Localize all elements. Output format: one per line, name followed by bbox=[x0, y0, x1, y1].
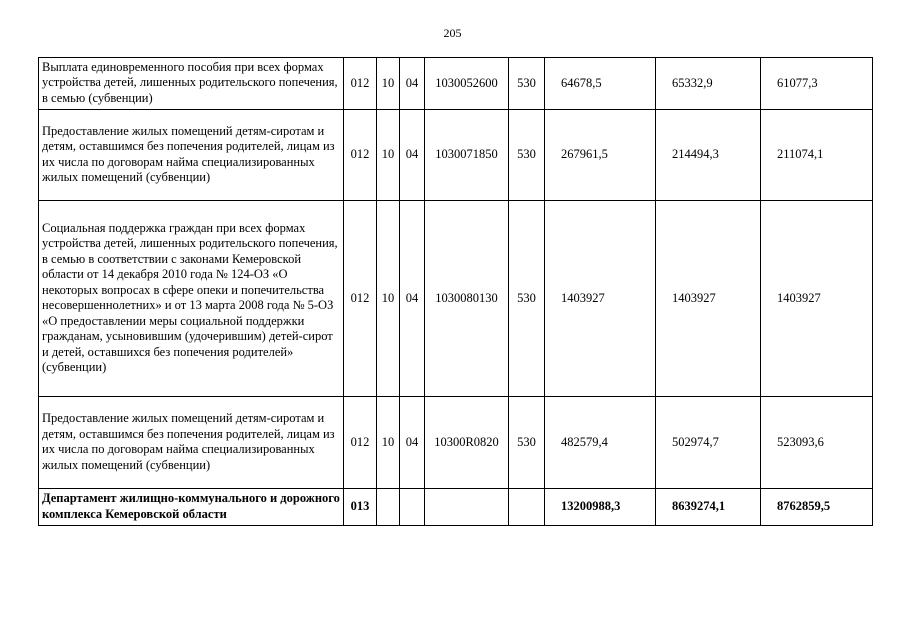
year1-amount-cell: 64678,5 bbox=[545, 58, 656, 110]
admin-code-cell: 012 bbox=[344, 110, 377, 201]
year2-amount-cell: 502974,7 bbox=[656, 397, 761, 489]
section-cell: 10 bbox=[377, 58, 400, 110]
subsection-cell: 04 bbox=[400, 201, 425, 397]
section-cell: 10 bbox=[377, 110, 400, 201]
row-name-cell: Предоставление жилых помещений детям-сиротам и детям, оставшимся без попечения родителей, лицам из их числа по договорам найма специализированных жилых помещений (субвенции) bbox=[39, 110, 344, 201]
row-name-cell: Социальная поддержка граждан при всех формах устройства детей, лишенных родительского попечения, в семью в соответствии с законами Кемеровской области от 14 декабря 2010 года № 124-ОЗ «О некоторых вопросах в сфере опеки и попечительства несовершеннолетних» и от 13 марта 2008 года № 5-ОЗ «О предоставлении меры социальной поддержки гражданам, усыновившим (удочерившим) детей-сирот и детей, оставшихся без попечения родителей» (субвенции) bbox=[39, 201, 344, 397]
section-cell: 10 bbox=[377, 201, 400, 397]
admin-code-cell: 012 bbox=[344, 201, 377, 397]
target-article-cell: 10300R0820 bbox=[425, 397, 509, 489]
department-name-cell: Департамент жилищно-коммунального и дорожного комплекса Кемеровской области bbox=[39, 489, 344, 526]
subsection-cell: 04 bbox=[400, 110, 425, 201]
year3-amount-cell: 8762859,5 bbox=[761, 489, 873, 526]
table-row bbox=[39, 58, 873, 110]
subsection-cell bbox=[400, 489, 425, 526]
admin-code-cell: 012 bbox=[344, 397, 377, 489]
year3-amount-cell: 61077,3 bbox=[761, 58, 873, 110]
subsection-cell: 04 bbox=[400, 397, 425, 489]
year3-amount-cell: 211074,1 bbox=[761, 110, 873, 201]
target-article-cell: 1030080130 bbox=[425, 201, 509, 397]
year2-amount-cell: 214494,3 bbox=[656, 110, 761, 201]
section-cell: 10 bbox=[377, 397, 400, 489]
year1-amount-cell: 13200988,3 bbox=[545, 489, 656, 526]
expense-type-cell: 530 bbox=[509, 397, 545, 489]
department-total-row bbox=[39, 489, 873, 526]
section-cell bbox=[377, 489, 400, 526]
subsection-cell: 04 bbox=[400, 58, 425, 110]
budget-table bbox=[38, 57, 873, 526]
target-article-cell: 1030052600 bbox=[425, 58, 509, 110]
table-row bbox=[39, 110, 873, 201]
year1-amount-cell: 267961,5 bbox=[545, 110, 656, 201]
expense-type-cell: 530 bbox=[509, 201, 545, 397]
admin-code-cell: 012 bbox=[344, 58, 377, 110]
year3-amount-cell: 523093,6 bbox=[761, 397, 873, 489]
expense-type-cell bbox=[509, 489, 545, 526]
expense-type-cell: 530 bbox=[509, 110, 545, 201]
year2-amount-cell: 1403927 bbox=[656, 201, 761, 397]
year2-amount-cell: 8639274,1 bbox=[656, 489, 761, 526]
page-number: 205 bbox=[443, 26, 462, 40]
year3-amount-cell: 1403927 bbox=[761, 201, 873, 397]
target-article-cell bbox=[425, 489, 509, 526]
year1-amount-cell: 1403927 bbox=[545, 201, 656, 397]
year1-amount-cell: 482579,4 bbox=[545, 397, 656, 489]
table-row bbox=[39, 397, 873, 489]
admin-code-cell: 013 bbox=[344, 489, 377, 526]
table-row bbox=[39, 201, 873, 397]
row-name-cell: Выплата единовременного пособия при всех формах устройства детей, лишенных родительского попечения, в семью (субвенции) bbox=[39, 58, 344, 110]
expense-type-cell: 530 bbox=[509, 58, 545, 110]
year2-amount-cell: 65332,9 bbox=[656, 58, 761, 110]
row-name-cell: Предоставление жилых помещений детям-сиротам и детям, оставшимся без попечения родителей, лицам из их числа по договорам найма специализированных жилых помещений (субвенции) bbox=[39, 397, 344, 489]
target-article-cell: 1030071850 bbox=[425, 110, 509, 201]
